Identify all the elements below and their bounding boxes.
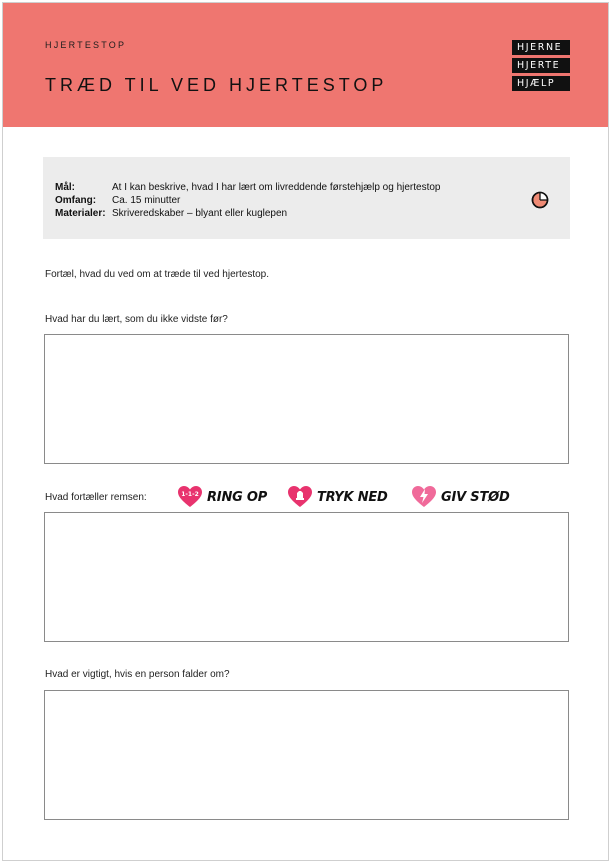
heart-phone-icon: [177, 485, 203, 509]
info-materials: [55, 208, 287, 220]
logo-line-1: HJERNE: [512, 40, 570, 55]
remsen-giv-stod: [411, 485, 510, 509]
ring-op-icon-text: 1-1-2: [181, 491, 199, 498]
worksheet-page: [2, 2, 609, 861]
goal-value: At I kan beskrive, hvad I har lært om livreddende førstehjælp og hjertestop: [112, 182, 441, 193]
scope-label: Omfang:: [55, 195, 97, 206]
giv-stod-label: GIV STØD: [441, 489, 510, 505]
header-kicker: HJERTESTOP: [45, 40, 127, 50]
scope-value: Ca. 15 minutter: [112, 195, 181, 206]
materials-label: Materialer:: [55, 208, 106, 219]
answer-box-3[interactable]: [44, 690, 569, 820]
ring-op-label: RING OP: [207, 489, 268, 505]
intro-text: Fortæl, hvad du ved om at træde til ved hjertestop.: [45, 269, 269, 280]
heart-hands-icon: [287, 485, 313, 509]
clock-icon: [531, 191, 549, 209]
logo-line-3: HJÆLP: [512, 76, 570, 91]
question-3: Hvad er vigtigt, hvis en person falder om?: [45, 669, 230, 680]
info-scope: [55, 195, 180, 207]
tryk-ned-label: TRYK NED: [317, 489, 388, 505]
answer-box-2[interactable]: [44, 512, 569, 642]
page-title: TRÆD TIL VED HJERTESTOP: [45, 75, 388, 95]
remsen-ring-op: [177, 485, 267, 509]
logo-line-2: HJERTE: [512, 58, 570, 73]
header-banner: [3, 3, 608, 127]
info-box: [43, 157, 570, 239]
answer-box-1[interactable]: [44, 334, 569, 464]
remsen-tryk-ned: [287, 485, 388, 509]
question-1: Hvad har du lært, som du ikke vidste før?: [45, 314, 228, 325]
brand-logo: [512, 40, 570, 94]
question-2: Hvad fortæller remsen:: [45, 492, 147, 503]
materials-value: Skriveredskaber – blyant eller kuglepen: [112, 208, 288, 219]
heart-lightning-icon: [411, 485, 437, 509]
info-goal: [55, 182, 441, 194]
goal-label: Mål:: [55, 182, 75, 193]
